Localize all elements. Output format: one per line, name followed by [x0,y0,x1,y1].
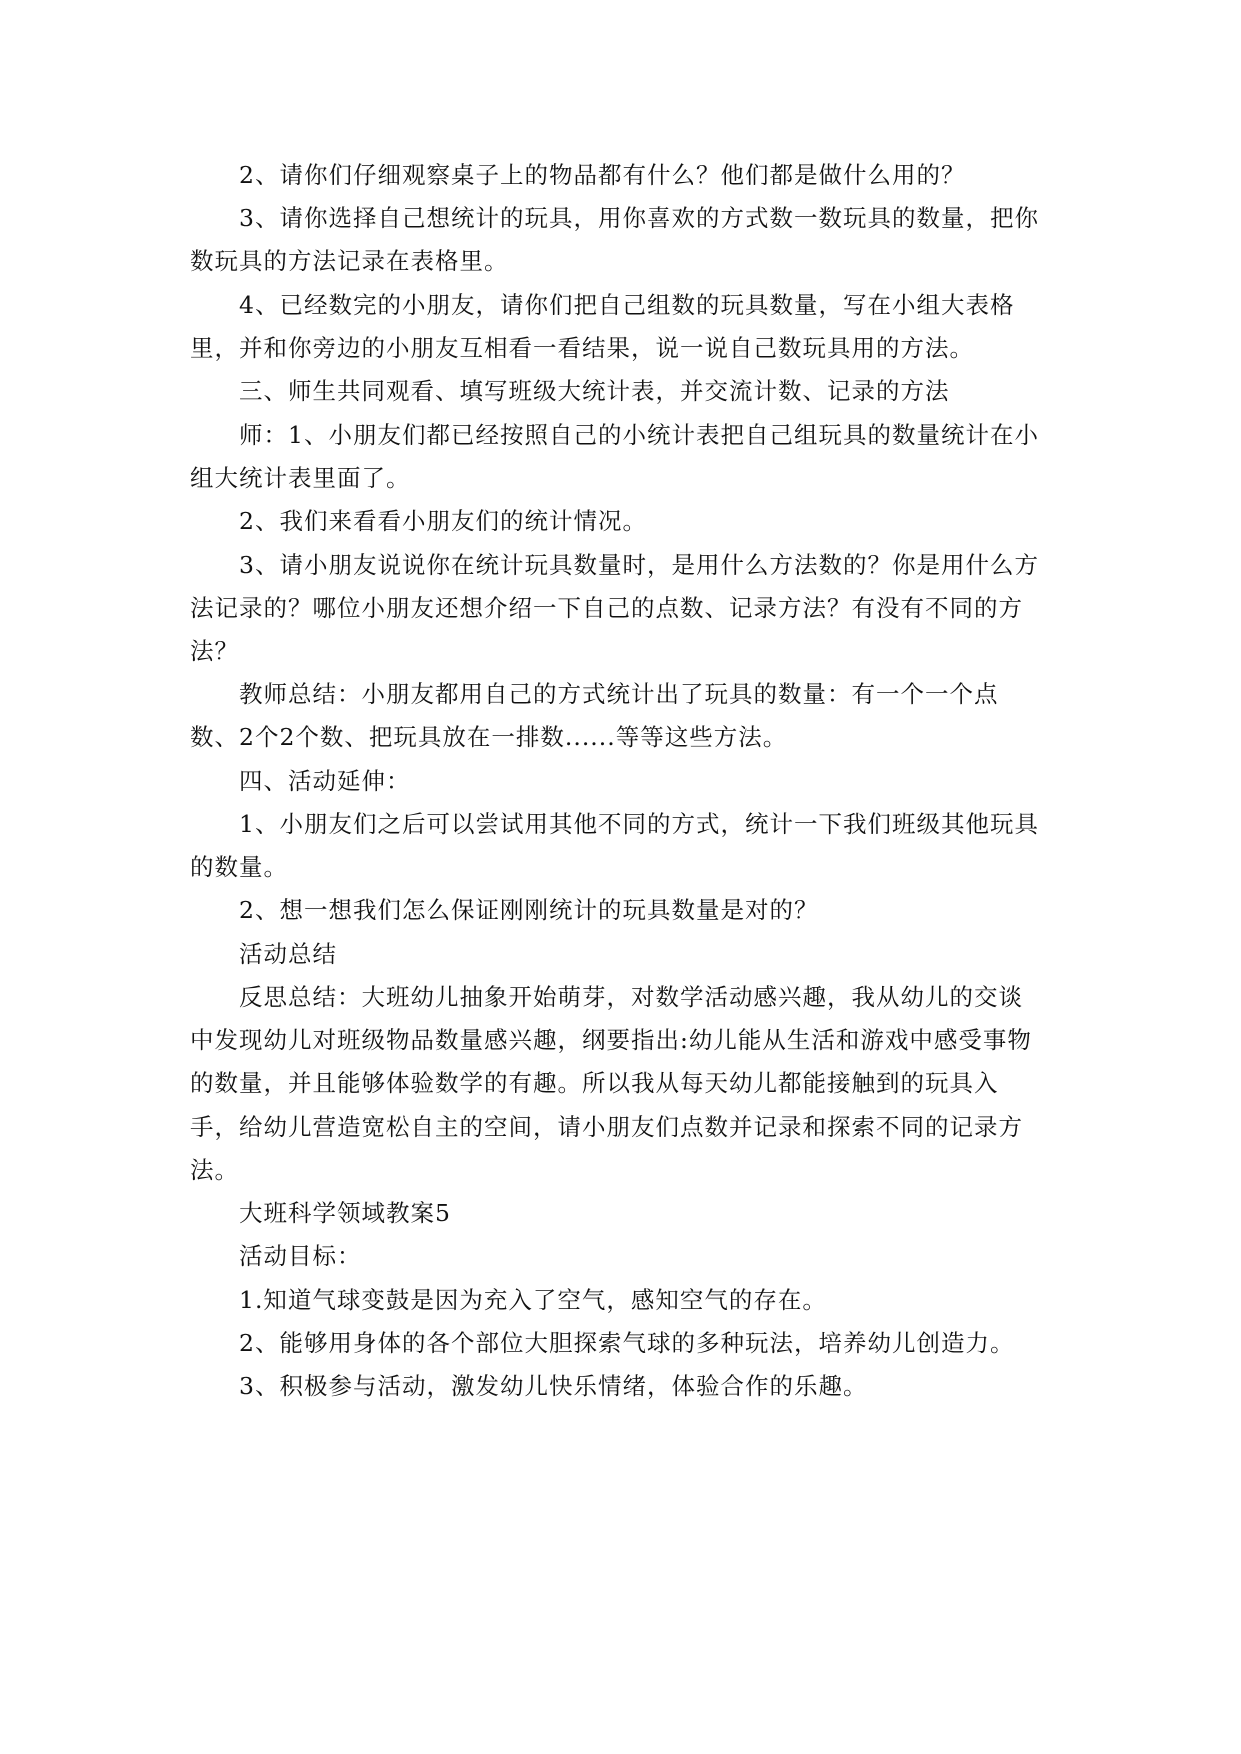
text-line: 的数量，并且能够体验数学的有趣。所以我从每天幼儿都能接触到的玩具入 [190,1069,999,1097]
text-line: 中发现幼儿对班级物品数量感兴趣，纲要指出:幼儿能从生活和游戏中感受事物 [190,1026,1032,1054]
text-line: 2、我们来看看小朋友们的统计情况。 [239,507,647,535]
text-line: 3、请小朋友说说你在统计玩具数量时，是用什么方法数的？你是用什么方 [239,551,1039,579]
text-line: 组大统计表里面了。 [190,464,411,492]
section-title: 大班科学领域教案5 [239,1199,451,1227]
text-line: 4、已经数完的小朋友，请你们把自己组数的玩具数量，写在小组大表格 [239,291,1015,319]
text-line: 反思总结：大班幼儿抽象开始萌芽，对数学活动感兴趣，我从幼儿的交谈 [239,983,1023,1011]
text-line: 法记录的？哪位小朋友还想介绍一下自己的点数、记录方法？有没有不同的方 [190,594,1023,622]
section-heading: 活动目标： [239,1242,362,1270]
text-line: 数玩具的方法记录在表格里。 [190,247,509,275]
text-line: 2、想一想我们怎么保证刚刚统计的玩具数量是对的？ [239,896,819,924]
text-line: 3、积极参与活动，激发幼儿快乐情绪，体验合作的乐趣。 [239,1372,868,1400]
text-line: 1.知道气球变鼓是因为充入了空气，感知空气的存在。 [239,1286,827,1314]
section-heading: 四、活动延伸： [239,767,411,795]
text-line: 法？ [190,637,239,665]
text-line: 2、请你们仔细观察桌子上的物品都有什么？他们都是做什么用的？ [239,161,966,189]
text-line: 手，给幼儿营造宽松自主的空间，请小朋友们点数并记录和探索不同的记录方 [190,1113,1023,1141]
text-line: 师：1、小朋友们都已经按照自己的小统计表把自己组玩具的数量统计在小 [239,421,1039,449]
text-line: 3、请你选择自己想统计的玩具，用你喜欢的方式数一数玩具的数量，把你 [239,204,1039,232]
text-line: 法。 [190,1156,239,1184]
text-line: 的数量。 [190,853,288,881]
text-line: 2、能够用身体的各个部位大胆探索气球的多种玩法，培养幼儿创造力。 [239,1329,1015,1357]
text-line: 1、小朋友们之后可以尝试用其他不同的方式，统计一下我们班级其他玩具 [239,810,1039,838]
text-line: 教师总结：小朋友都用自己的方式统计出了玩具的数量：有一个一个点 [239,680,999,708]
section-heading: 三、师生共同观看、填写班级大统计表，并交流计数、记录的方法 [239,377,950,405]
text-line: 里，并和你旁边的小朋友互相看一看结果，说一说自己数玩具用的方法。 [190,334,974,362]
section-heading: 活动总结 [239,940,337,968]
text-line: 数、2个2个数、把玩具放在一排数......等等这些方法。 [190,723,788,751]
